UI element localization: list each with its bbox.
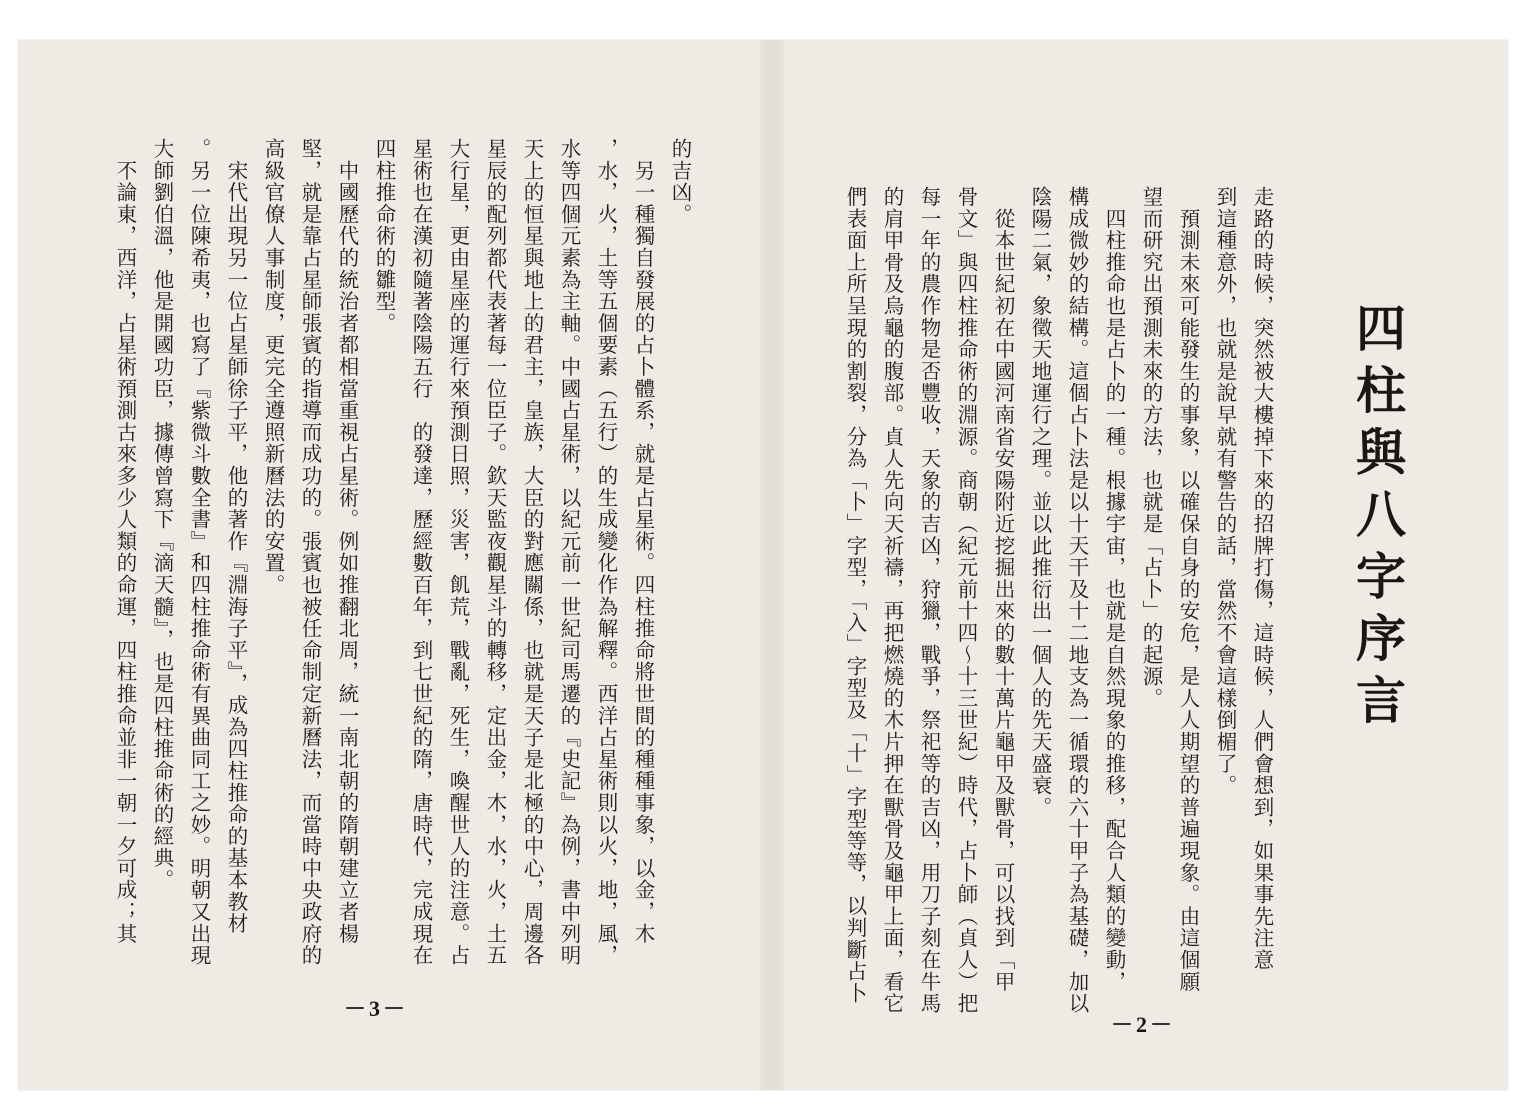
right-page	[783, 40, 1508, 1090]
text-line: 大師劉伯溫，他是開國功臣，據傳曾寫下『滴天髓』，也是四柱推命術的經典。	[150, 138, 174, 891]
text-line: 星辰的配列都代表著每一位臣子。欽天監夜觀星斗的轉移，定出金，木，水，火，土五	[483, 138, 507, 967]
text-line: 天上的恒星與地上的君主，皇族，大臣的對應關係，也就是天子是北極的中心，周邊各	[520, 138, 544, 967]
text-line: 的吉凶。	[668, 138, 692, 226]
text-line: 走路的時候，突然被大樓掉下來的招牌打傷，這時候，人們會想到，如果事先注意	[1250, 186, 1274, 971]
text-line: 大行星，更由星座的運行來預測日照，災害，飢荒，戰亂，死生，喚醒世人的注意。占	[446, 138, 470, 967]
page-number: －2－	[1111, 1012, 1176, 1037]
text-line: 四柱推命也是占卜的一種。根據宇宙，也就是自然現象的推移，配合人類的變動，	[1102, 186, 1126, 993]
book-spread	[18, 40, 1508, 1090]
text-line: 每一年的農作物是否豐收，天象的吉凶，狩獵，戰爭，祭祀等的吉凶，用刀子刻在牛馬	[917, 186, 941, 1015]
book-gutter	[760, 40, 784, 1090]
text-line: 星術也在漢初隨著陰陽五行 的發達，歷經數百年，到七世紀的隋，唐時代，完成現在	[409, 138, 433, 967]
text-line: 高級官僚人事制度，更完全遵照新曆法的安置。	[261, 138, 285, 596]
text-line: 不論東，西洋，占星術預測古來多少人類的命運，四柱推命並非一朝一夕可成；其	[113, 138, 137, 945]
text-line: 宋代出現另一位占星師徐子平，他的著作『淵海子平』，成為四柱推命的基本教材	[224, 138, 248, 935]
text-line: 的肩甲骨及烏龜的腹部。貞人先向天祈禱，再把燃燒的木片押在獸骨及龜甲上面，看它	[880, 186, 904, 1015]
text-line: 到這種意外，也就是說早就有警告的話，當然不會這樣倒楣了。	[1213, 186, 1237, 797]
text-line: 另一種獨自發展的占卜體系，就是占星術。四柱推命將世間的種種事象，以金，木	[631, 138, 655, 945]
text-line: 望而研究出預測未來的方法，也就是「占卜」的起源。	[1139, 186, 1163, 710]
text-line: 從本世紀初在中國河南省安陽附近挖掘出來的數十萬片龜甲及獸骨，可以找到「甲	[991, 186, 1015, 993]
text-line: 堅，就是靠占星師張賓的指導而成功的。張賓也被任命制定新曆法，而當時中央政府的	[298, 138, 322, 967]
text-line: 們表面上所呈現的割裂，分為「卜」字型，「入」字型及「十」字型等等，以判斷占卜	[843, 186, 867, 1005]
left-page	[18, 40, 763, 1090]
text-line: 四柱推命術的雛型。	[372, 138, 396, 335]
text-line: 。另一位陳希夷，也寫了『紫微斗數全書』和四柱推命術有異曲同工之妙。明朝又出現	[187, 138, 211, 967]
text-line: 構成微妙的結構。這個占卜法是以十天干及十二地支為一循環的六十甲子為基礎，加以	[1065, 186, 1089, 1015]
text-line: 水等四個元素為主軸。中國占星術，以紀元前一世紀司馬遷的『史記』為例，書中列明	[557, 138, 581, 967]
text-line: 陰陽二氣，象徵天地運行之理。並以此推衍出一個人的先天盛衰。	[1028, 186, 1052, 819]
page-number: －3－	[344, 996, 409, 1021]
text-line: 中國歷代的統治者都相當重視占星術。例如推翻北周，統一南北朝的隋朝建立者楊	[335, 138, 359, 945]
chapter-title: 四柱與八字序言	[1348, 302, 1406, 736]
text-line: 骨文」與四柱推命術的淵源。商朝（紀元前十四～十三世紀）時代，占卜師（貞人）把	[954, 186, 978, 1015]
text-line: 預測未來可能發生的事象，以確保自身的安危，是人人期望的普遍現象。由這個願	[1176, 186, 1200, 993]
text-line: ，水，火，土等五個要素（五行）的生成變化作為解釋。西洋占星術則以火，地，風，	[594, 138, 618, 967]
